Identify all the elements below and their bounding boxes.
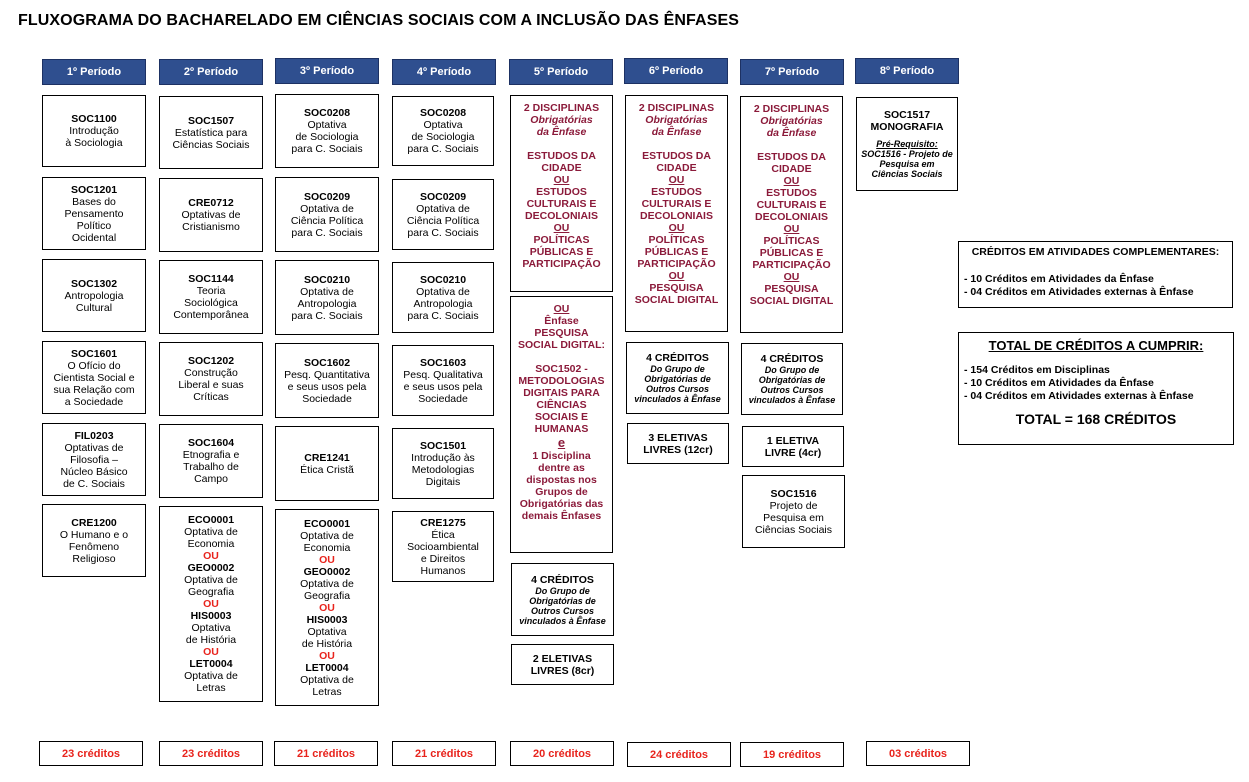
course-title: Cientista Social e xyxy=(53,371,135,384)
course-title: de C. Sociais xyxy=(63,477,125,490)
course-code: GEO0002 xyxy=(303,565,351,578)
course-code: SOC1602 xyxy=(303,356,351,369)
period-credits-5: 20 créditos xyxy=(510,741,614,766)
course-title: Optativa de xyxy=(184,526,238,538)
emphasis-option: PESQUISA xyxy=(534,327,589,339)
emphasis-option: CIDADE xyxy=(771,163,812,175)
emphasis-note: dentre as xyxy=(538,462,585,474)
emphasis-option: CULTURAIS E xyxy=(641,198,712,210)
course-title: Optativa de xyxy=(300,202,354,215)
emphasis-subheading: da Ênfase xyxy=(766,127,817,139)
course-title: Ocidental xyxy=(71,231,117,244)
period-header-5: 5º Período xyxy=(509,59,613,85)
electives-label: LIVRES (12cr) xyxy=(643,443,713,456)
course-title: Sociedade xyxy=(418,392,468,405)
emphasis-note: demais Ênfases xyxy=(521,510,602,522)
course-title: HUMANAS xyxy=(534,423,589,435)
or-label: OU xyxy=(783,175,800,187)
course-title: Antropologia xyxy=(64,289,124,302)
period-credits-7: 19 créditos xyxy=(740,742,844,767)
course-box xyxy=(42,504,146,577)
emphasis-option: PÚBLICAS E xyxy=(644,246,709,258)
course-code: SOC1302 xyxy=(70,277,118,290)
emphasis-option: PESQUISA xyxy=(764,283,819,295)
course-title: O Humano e o xyxy=(59,528,129,541)
course-title: Etnografia e xyxy=(182,449,240,461)
emphasis-subheading: Obrigatórias xyxy=(530,114,593,126)
emphasis-box xyxy=(625,95,728,332)
period-credits-1: 23 créditos xyxy=(39,741,143,766)
complementary-credits-item: - 04 Créditos em Atividades externas à Ênfase xyxy=(964,286,1194,298)
or-label: OU xyxy=(668,174,685,186)
course-title: Optativa de xyxy=(300,285,354,298)
course-box xyxy=(856,97,958,191)
course-title: Pesq. Qualitativa xyxy=(403,368,483,381)
total-credits-item: - 10 Créditos em Atividades da Ênfase xyxy=(964,377,1154,389)
elective-group-box xyxy=(159,506,263,702)
course-title: para C. Sociais xyxy=(407,309,479,322)
emphasis-heading: 2 DISCIPLINAS xyxy=(638,102,715,114)
emphasis-subheading: Obrigatórias xyxy=(760,115,823,127)
course-title: METODOLOGIAS xyxy=(518,375,605,387)
credits-note: Obrigatórias de xyxy=(644,374,711,384)
course-code: HIS0003 xyxy=(306,613,348,626)
course-code: HIS0003 xyxy=(190,610,232,622)
or-label: OU xyxy=(553,303,570,315)
free-electives-box xyxy=(511,644,614,685)
electives-label: 3 ELETIVAS xyxy=(648,431,708,444)
course-code: SOC1502 - xyxy=(535,363,588,375)
course-title: a Sociedade xyxy=(64,395,124,408)
course-title: Optativa de xyxy=(416,285,470,298)
emphasis-option: SOCIAL DIGITAL xyxy=(634,294,719,306)
course-title: sua Relação com xyxy=(53,383,135,396)
course-code: SOC1604 xyxy=(187,437,235,449)
course-title: Optativa xyxy=(307,119,347,131)
emphasis-note: Grupos de xyxy=(535,486,588,498)
period-header-7: 7º Período xyxy=(740,59,844,85)
course-title: de História xyxy=(185,634,237,646)
credits-note: Do Grupo de xyxy=(535,585,590,596)
course-title: e Direitos xyxy=(420,552,466,565)
course-code: GEO0002 xyxy=(187,562,235,574)
course-title: Filosofia – xyxy=(70,453,118,466)
total-credits-item: - 04 Créditos em Atividades externas à Ênfase xyxy=(964,390,1194,402)
course-box xyxy=(392,511,494,582)
course-box xyxy=(159,96,263,169)
course-title: Geografia xyxy=(187,586,235,598)
course-title: Ciências Sociais xyxy=(172,138,250,151)
course-title: Optativa de xyxy=(300,529,354,542)
credits-group-box xyxy=(511,563,614,636)
or-label: OU xyxy=(319,601,335,614)
emphasis-option: Ênfase xyxy=(544,315,579,327)
emphasis-heading: 2 DISCIPLINAS xyxy=(523,102,600,114)
course-title: Pesq. Quantitativa xyxy=(284,368,370,381)
course-box xyxy=(159,342,263,416)
emphasis-option: POLÍTICAS xyxy=(533,234,590,246)
course-title: O Ofício do xyxy=(67,359,121,372)
emphasis-box xyxy=(510,95,613,292)
or-label: OU xyxy=(668,270,685,282)
credits-note: Outros Cursos xyxy=(645,384,709,394)
prerequisite-text: SOC1516 - Projeto de xyxy=(861,149,953,159)
course-code: FIL0203 xyxy=(74,429,114,442)
course-title: Antropologia xyxy=(413,297,473,310)
course-box xyxy=(392,96,494,166)
course-code: LET0004 xyxy=(305,661,349,674)
course-title: Sociedade xyxy=(302,392,352,405)
emphasis-option: ESTUDOS xyxy=(651,186,702,198)
credits-note: vinculados à Ênfase xyxy=(634,394,721,404)
credits-note: Do Grupo de xyxy=(650,364,705,374)
total-credits-sum: TOTAL = 168 CRÉDITOS xyxy=(1015,411,1177,427)
course-title: Estatística para xyxy=(174,126,248,139)
course-title: Bases do xyxy=(72,195,116,208)
period-header-1: 1º Período xyxy=(42,59,146,85)
emphasis-option: PARTICIPAÇÃO xyxy=(637,258,716,270)
total-credits-item: - 154 Créditos em Disciplinas xyxy=(964,364,1110,376)
course-box xyxy=(275,177,379,252)
course-title: Optativas de xyxy=(64,441,124,454)
course-title: Optativa xyxy=(307,625,347,638)
course-title: SOCIAIS E xyxy=(534,411,589,423)
course-title: para C. Sociais xyxy=(407,143,479,155)
course-title: Projeto de xyxy=(769,499,818,512)
course-code: SOC0209 xyxy=(419,190,467,203)
course-title: Religioso xyxy=(72,552,116,565)
credits-group-box xyxy=(626,342,729,414)
period-credits-2: 23 créditos xyxy=(159,741,263,766)
course-box xyxy=(42,95,146,167)
emphasis-option: CULTURAIS E xyxy=(756,199,827,211)
course-title: Economia xyxy=(187,538,235,550)
emphasis-option: SOCIAL DIGITAL: xyxy=(517,339,606,351)
course-title: Cultural xyxy=(75,301,113,314)
or-label: OU xyxy=(203,598,219,610)
period-credits-3: 21 créditos xyxy=(274,741,378,766)
course-title: Introdução às xyxy=(411,451,475,464)
emphasis-option: POLÍTICAS xyxy=(648,234,705,246)
course-title: Político xyxy=(76,219,112,232)
course-code: SOC1517 xyxy=(883,109,931,121)
period-credits-6: 24 créditos xyxy=(627,742,731,767)
elective-group-box xyxy=(275,509,379,706)
emphasis-option: PÚBLICAS E xyxy=(759,247,824,259)
period-credits-4: 21 créditos xyxy=(392,741,496,766)
emphasis-option: PARTICIPAÇÃO xyxy=(522,258,601,270)
course-title: Sociológica xyxy=(184,297,238,309)
course-code: SOC1603 xyxy=(419,356,467,369)
course-box xyxy=(392,428,494,499)
course-title: Construção xyxy=(184,367,238,379)
emphasis-option: PESQUISA xyxy=(649,282,704,294)
emphasis-option: CULTURAIS E xyxy=(526,198,597,210)
course-code: CRE1275 xyxy=(420,516,466,529)
course-code: LET0004 xyxy=(189,658,233,670)
course-code: CRE1200 xyxy=(71,516,117,529)
prerequisite-text: Ciências Sociais xyxy=(871,169,943,179)
course-box xyxy=(42,259,146,332)
course-code: SOC0210 xyxy=(303,273,351,286)
course-code: ECO0001 xyxy=(187,514,235,526)
course-title: Humanos xyxy=(420,564,466,577)
course-title: Optativa de xyxy=(300,577,354,590)
prerequisite-label: Pré-Requisito: xyxy=(876,139,938,149)
emphasis-option: CIDADE xyxy=(541,162,582,174)
course-box xyxy=(275,426,379,501)
course-title: Metodologias xyxy=(411,463,475,476)
emphasis-note: dispostas nos xyxy=(526,474,597,486)
emphasis-subheading: da Ênfase xyxy=(536,126,587,138)
course-title: Teoria xyxy=(196,285,226,297)
or-label: OU xyxy=(783,223,800,235)
course-title: Núcleo Básico xyxy=(60,465,128,478)
course-code: SOC1516 xyxy=(770,487,817,500)
course-title: para C. Sociais xyxy=(291,226,363,239)
course-code: CRE0712 xyxy=(188,197,234,209)
course-title: Pesquisa em xyxy=(763,511,824,524)
emphasis-option: ESTUDOS DA xyxy=(757,151,826,163)
course-title: Optativas de xyxy=(181,209,241,221)
course-title: Ciências Sociais xyxy=(754,523,833,536)
course-title: Campo xyxy=(194,473,228,485)
course-title: Ética xyxy=(431,528,455,541)
course-box xyxy=(275,260,379,335)
credits-heading: 4 CRÉDITOS xyxy=(531,573,594,586)
course-title: Letras xyxy=(196,682,226,694)
course-title: Optativa de xyxy=(184,670,238,682)
credits-note: vinculados à Ênfase xyxy=(519,615,606,626)
course-box xyxy=(159,260,263,334)
course-title: Introdução xyxy=(69,125,119,137)
course-title: Ciência Política xyxy=(290,214,364,227)
complementary-credits-item: - 10 Créditos em Atividades da Ênfase xyxy=(964,273,1154,285)
electives-label: LIVRE (4cr) xyxy=(764,446,822,459)
course-box xyxy=(42,423,146,496)
free-electives-box xyxy=(742,426,844,467)
course-title: DIGITAIS PARA xyxy=(523,387,600,399)
course-title: Críticas xyxy=(193,391,229,403)
course-title: Contemporânea xyxy=(173,309,249,321)
course-title: Digitais xyxy=(425,475,461,488)
course-title: CIÊNCIAS xyxy=(536,399,587,411)
course-code: SOC1144 xyxy=(188,273,234,285)
emphasis-note: 1 Disciplina xyxy=(532,450,591,462)
emphasis-option: SOCIAL DIGITAL xyxy=(749,295,834,307)
course-box xyxy=(392,262,494,333)
course-code: SOC1202 xyxy=(187,355,235,367)
course-box xyxy=(275,343,379,418)
emphasis-subheading: da Ênfase xyxy=(651,126,702,138)
course-title: Pensamento xyxy=(64,207,124,220)
emphasis-note: Obrigatórias das xyxy=(519,498,604,510)
course-title: Geografia xyxy=(303,589,351,602)
course-code: SOC0209 xyxy=(303,190,351,203)
or-label: OU xyxy=(783,271,800,283)
course-title: Ética Cristã xyxy=(300,463,354,476)
course-box xyxy=(42,341,146,414)
course-title: Economia xyxy=(303,541,351,554)
electives-label: LIVRES (8cr) xyxy=(530,664,595,677)
or-label: OU xyxy=(319,553,335,566)
or-label: OU xyxy=(668,222,685,234)
course-title: Letras xyxy=(312,685,342,698)
complementary-credits-box xyxy=(958,241,1233,308)
emphasis-option: ESTUDOS DA xyxy=(642,150,711,162)
course-title: Socioambiental xyxy=(407,540,479,553)
period-header-8: 8º Período xyxy=(855,58,959,84)
credits-heading: 4 CRÉDITOS xyxy=(760,353,824,365)
complementary-credits-title: CRÉDITOS EM ATIVIDADES COMPLEMENTARES: xyxy=(971,246,1220,258)
and-label: e xyxy=(557,435,566,450)
or-label: OU xyxy=(553,222,570,234)
course-box xyxy=(159,424,263,498)
course-title: Cristianismo xyxy=(182,221,240,233)
course-code: SOC1201 xyxy=(70,183,118,196)
course-title: de História xyxy=(301,637,353,650)
course-code: SOC0208 xyxy=(303,107,351,119)
course-code: ECO0001 xyxy=(303,517,351,530)
period-credits-8: 03 créditos xyxy=(866,741,970,766)
course-title: Fenômeno xyxy=(68,540,120,553)
emphasis-option: DECOLONIAIS xyxy=(525,210,598,222)
total-credits-box xyxy=(958,332,1234,445)
credits-note: Obrigatórias de xyxy=(758,375,826,385)
course-title: de Sociologia xyxy=(411,131,475,143)
course-code: SOC0210 xyxy=(419,273,467,286)
course-title: Optativa de xyxy=(184,574,238,586)
electives-label: 1 ELETIVA xyxy=(766,434,820,447)
emphasis-digital-box xyxy=(510,296,613,553)
credits-group-box xyxy=(741,343,843,415)
emphasis-option: ESTUDOS xyxy=(536,186,587,198)
course-box xyxy=(392,179,494,250)
course-title: para C. Sociais xyxy=(407,226,479,239)
or-label: OU xyxy=(203,646,219,658)
period-header-3: 3º Período xyxy=(275,58,379,84)
credits-note: Outros Cursos xyxy=(760,385,824,395)
course-title: Trabalho de xyxy=(183,461,239,473)
course-box xyxy=(42,177,146,250)
course-code: SOC1100 xyxy=(71,113,117,125)
course-title: Optativa de xyxy=(300,673,354,686)
course-box xyxy=(742,475,845,548)
course-title: para C. Sociais xyxy=(291,143,363,155)
period-header-4: 4º Período xyxy=(392,59,496,85)
emphasis-box xyxy=(740,96,843,333)
course-box xyxy=(392,345,494,416)
emphasis-option: PÚBLICAS E xyxy=(529,246,594,258)
prerequisite-text: Pesquisa em xyxy=(879,159,935,169)
course-title: de Sociologia xyxy=(295,131,359,143)
period-header-6: 6º Período xyxy=(624,58,728,84)
emphasis-option: CIDADE xyxy=(656,162,697,174)
emphasis-option: ESTUDOS DA xyxy=(527,150,596,162)
page-title: FLUXOGRAMA DO BACHARELADO EM CIÊNCIAS SOCIAIS COM A INCLUSÃO DAS ÊNFASES xyxy=(18,12,740,29)
total-credits-title: TOTAL DE CRÉDITOS A CUMPRIR: xyxy=(988,338,1204,353)
course-code: SOC1501 xyxy=(419,439,467,452)
course-box xyxy=(275,94,379,168)
course-title: e seus usos pela xyxy=(287,380,367,393)
emphasis-option: ESTUDOS xyxy=(766,187,817,199)
or-label: OU xyxy=(553,174,570,186)
emphasis-option: PARTICIPAÇÃO xyxy=(752,259,831,271)
course-title: à Sociologia xyxy=(65,137,123,149)
free-electives-box xyxy=(627,423,729,464)
course-code: CRE1241 xyxy=(304,451,350,464)
course-title: MONOGRAFIA xyxy=(870,121,944,133)
credits-note: Do Grupo de xyxy=(764,365,820,375)
course-box xyxy=(159,178,263,252)
electives-label: 2 ELETIVAS xyxy=(532,652,593,665)
period-header-2: 2º Período xyxy=(159,59,263,85)
course-title: para C. Sociais xyxy=(291,309,363,322)
course-title: Antropologia xyxy=(297,297,357,310)
emphasis-subheading: Obrigatórias xyxy=(645,114,708,126)
course-title: Optativa xyxy=(423,119,463,131)
credits-note: vinculados à Ênfase xyxy=(748,395,836,405)
course-title: Optativa de xyxy=(416,202,470,215)
course-title: e seus usos pela xyxy=(403,380,483,393)
credits-note: Outros Cursos xyxy=(530,605,594,616)
emphasis-option: DECOLONIAIS xyxy=(755,211,828,223)
course-title: Liberal e suas xyxy=(178,379,244,391)
or-label: OU xyxy=(319,649,335,662)
credits-heading: 4 CRÉDITOS xyxy=(646,352,709,364)
credits-note: Obrigatórias de xyxy=(529,595,596,606)
course-title: Optativa xyxy=(191,622,231,634)
course-title: Ciência Política xyxy=(406,214,480,227)
or-label: OU xyxy=(203,550,219,562)
course-code: SOC1601 xyxy=(70,347,118,360)
emphasis-option: DECOLONIAIS xyxy=(640,210,713,222)
emphasis-heading: 2 DISCIPLINAS xyxy=(753,103,830,115)
emphasis-option: POLÍTICAS xyxy=(763,235,820,247)
course-code: SOC1507 xyxy=(187,114,235,127)
course-code: SOC0208 xyxy=(419,107,467,119)
